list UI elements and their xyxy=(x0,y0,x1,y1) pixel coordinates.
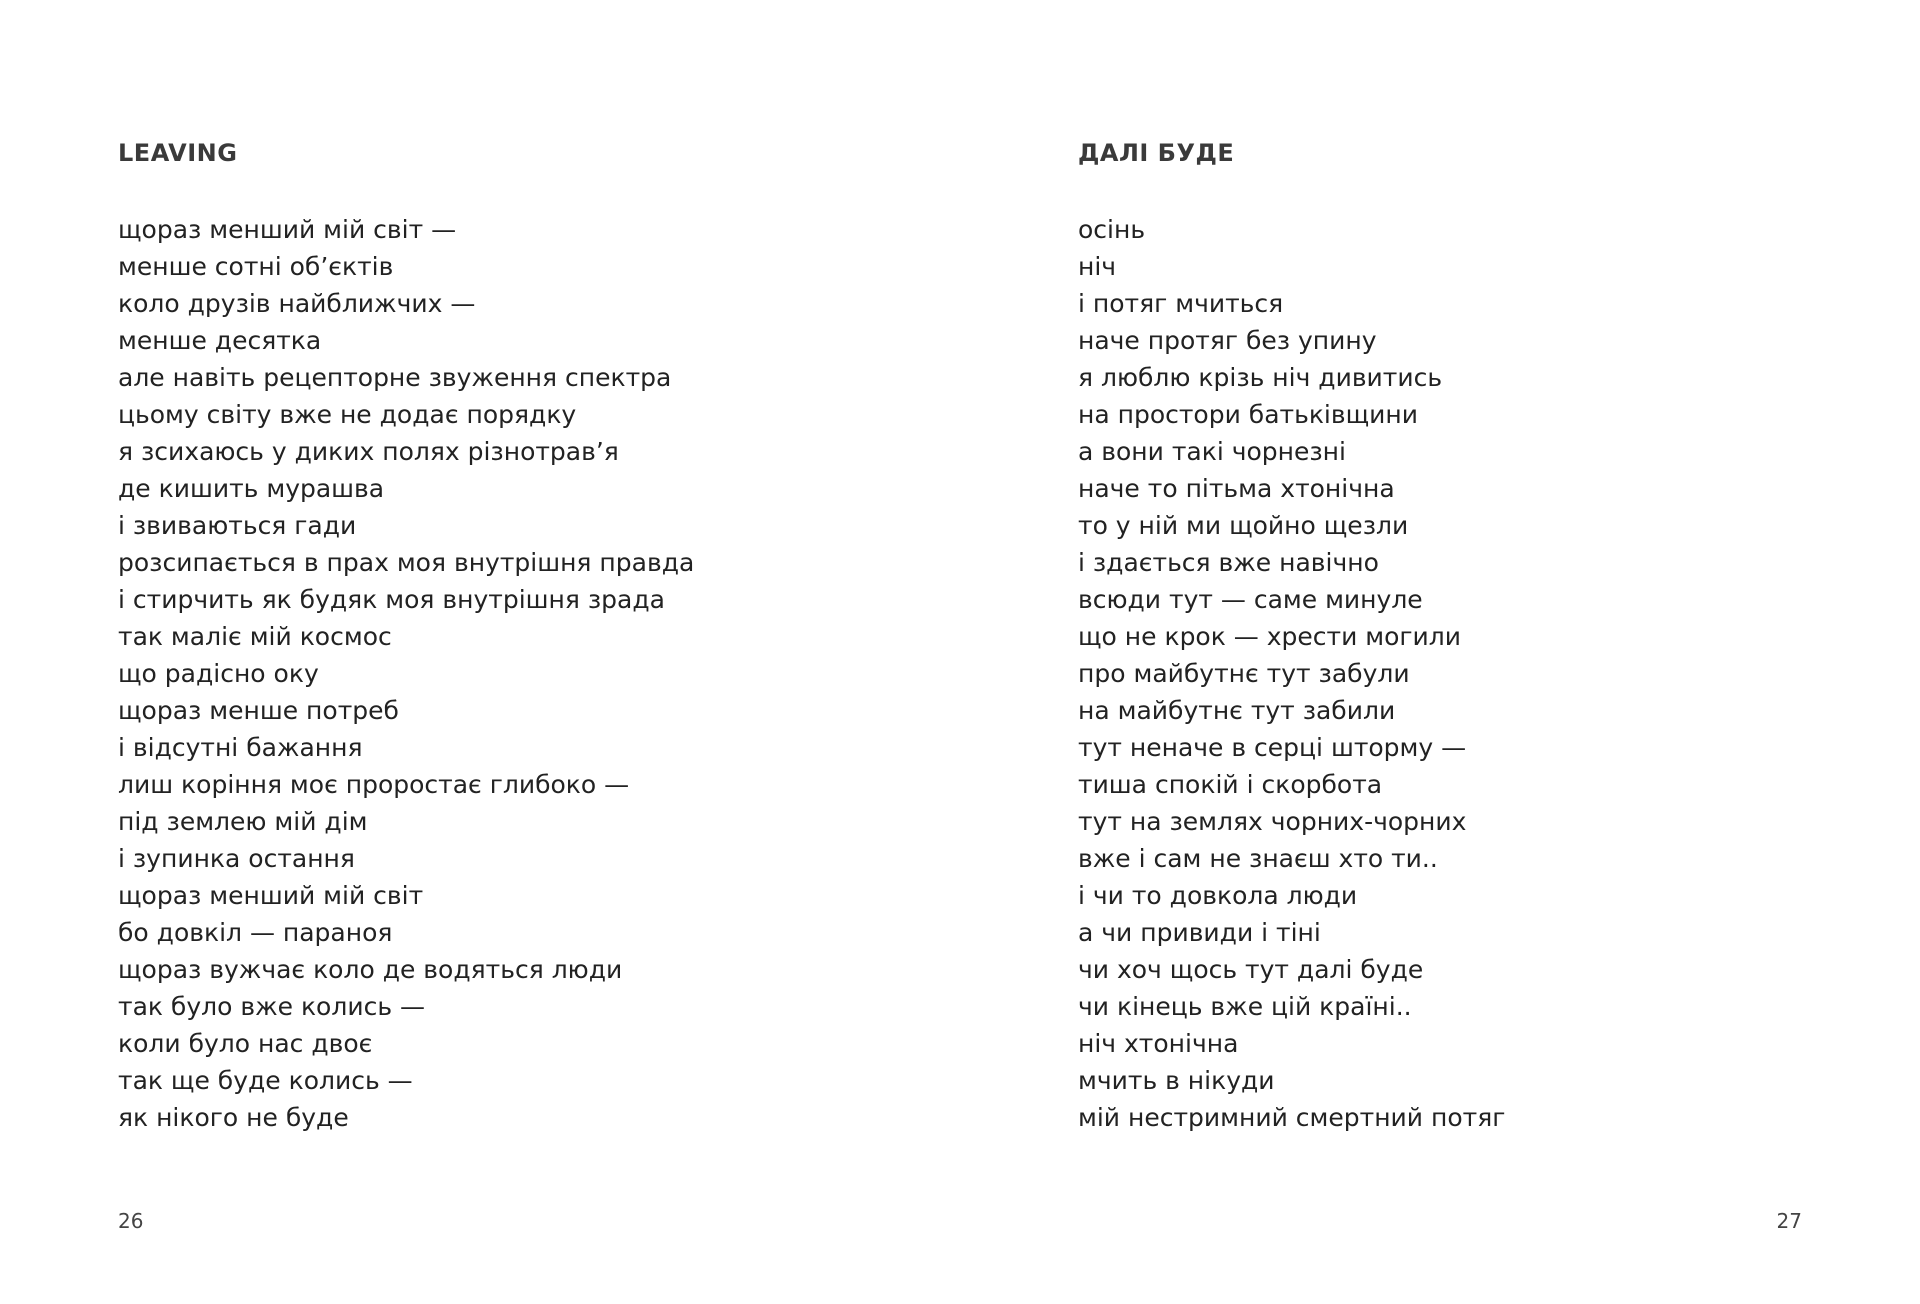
right-page xyxy=(960,0,1920,1304)
poem-line: а вони такі чорнезні xyxy=(1078,437,1346,466)
page-number-left: 26 xyxy=(118,1209,144,1233)
poem-line: і зупинка остання xyxy=(118,844,355,873)
poem-line: коли було нас двоє xyxy=(118,1029,373,1058)
poem-line: і чи то довкола люди xyxy=(1078,881,1358,910)
poem-line: щораз менший мій світ — xyxy=(118,215,457,244)
poem-line: ніч хтонічна xyxy=(1078,1029,1239,1058)
poem-line: чи кінець вже цій країні.. xyxy=(1078,992,1412,1021)
poem-line: що радісно оку xyxy=(118,659,319,688)
poem-line: і потяг мчиться xyxy=(1078,289,1284,318)
poem-line: менше десятка xyxy=(118,326,322,355)
poem-line: менше сотні об’єктів xyxy=(118,252,394,281)
poem-line: і здається вже навічно xyxy=(1078,548,1379,577)
poem-line: де кишить мурашва xyxy=(118,474,385,503)
poem-leaving xyxy=(118,211,694,1136)
poem-line: цьому світу вже не додає порядку xyxy=(118,400,577,429)
poem-line: вже і сам не знаєш хто ти.. xyxy=(1078,844,1438,873)
poem-line: так ще буде колись — xyxy=(118,1066,413,1095)
poem-line: про майбутнє тут забули xyxy=(1078,659,1410,688)
poem-line: я люблю крізь ніч дивитись xyxy=(1078,363,1443,392)
page-number-right: 27 xyxy=(1776,1209,1802,1233)
poem-title-leaving: LEAVING xyxy=(118,139,238,167)
poem-line: щораз вужчає коло де водяться люди xyxy=(118,955,623,984)
poem-line: тут на землях чорних-чорних xyxy=(1078,807,1467,836)
poem-line: коло друзів найближчих — xyxy=(118,289,476,318)
poem-line: а чи привиди і тіні xyxy=(1078,918,1321,947)
poem-line: всюди тут — саме минуле xyxy=(1078,585,1423,614)
poem-line: і звиваються гади xyxy=(118,511,357,540)
poem-line: мчить в нікуди xyxy=(1078,1066,1275,1095)
poem-line: так було вже колись — xyxy=(118,992,425,1021)
poem-line: під землею мій дім xyxy=(118,807,368,836)
poem-line: щораз менше потреб xyxy=(118,696,399,725)
poem-line: то у ній ми щойно щезли xyxy=(1078,511,1409,540)
poem-line: тиша спокій і скорбота xyxy=(1078,770,1383,799)
poem-line: як нікого не буде xyxy=(118,1103,349,1132)
poem-line: на майбутнє тут забили xyxy=(1078,696,1396,725)
poem-line: бо довкіл — параноя xyxy=(118,918,393,947)
poem-line: лиш коріння моє проростає глибоко — xyxy=(118,770,630,799)
poem-line: наче то пітьма хтонічна xyxy=(1078,474,1395,503)
poem-line: мій нестримний смертний потяг xyxy=(1078,1103,1506,1132)
poem-line: я зсихаюсь у диких полях різнотрав’я xyxy=(118,437,619,466)
poem-line: чи хоч щось тут далі буде xyxy=(1078,955,1424,984)
poem-line: розсипається в прах моя внутрішня правда xyxy=(118,548,695,577)
poem-line: ніч xyxy=(1078,252,1117,281)
poem-line: щораз менший мій світ xyxy=(118,881,424,910)
poem-title-dali-bude: ДАЛІ БУДЕ xyxy=(1078,139,1235,167)
poem-line: і відсутні бажання xyxy=(118,733,363,762)
poem-line: так маліє мій космос xyxy=(118,622,392,651)
poem-line: осінь xyxy=(1078,215,1146,244)
poem-line: що не крок — хрести могили xyxy=(1078,622,1462,651)
poem-line: наче протяг без упину xyxy=(1078,326,1377,355)
poem-line: але навіть рецепторне звуження спектра xyxy=(118,363,672,392)
poem-line: і стирчить як будяк моя внутрішня зрада xyxy=(118,585,665,614)
poem-dali-bude xyxy=(1078,211,1505,1136)
poem-line: тут неначе в серці шторму — xyxy=(1078,733,1467,762)
poem-line: на простори батьківщини xyxy=(1078,400,1418,429)
